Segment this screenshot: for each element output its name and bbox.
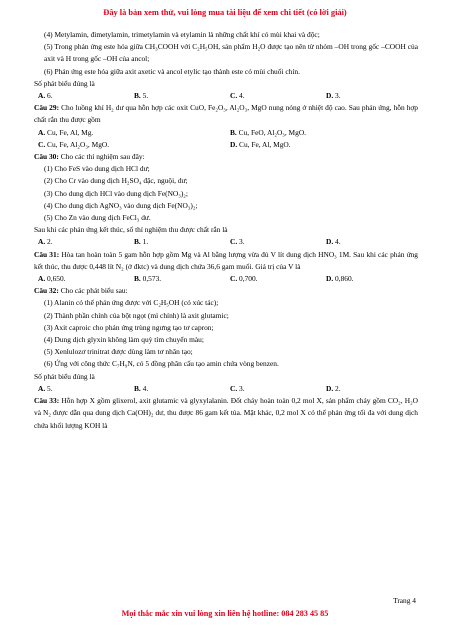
page-content xyxy=(34,29,418,432)
option-label: D. xyxy=(326,237,334,247)
option-label: D. xyxy=(230,139,238,149)
question-text: Hòa tan hoàn toàn 5 gam hỗn hợp gồm Mg và Al bằng lượng vừa đủ V lít dung dịch HNO₃ 1M. Sau khi các phản ứng kết thúc, thu được 0,448 lít N₂ (ở đktc) và dung dịch chứa 36,6 gam muối. Giá trị của V là xyxy=(34,249,418,271)
option-text: 3. xyxy=(335,91,341,101)
answer-option xyxy=(130,90,226,102)
question-text: Cho các thí nghiệm sau đây: xyxy=(60,152,145,162)
answer-option xyxy=(34,90,130,102)
statement-line: (4) Cho dung dịch AgNO₃ vào dung dịch Fe(NO₃)₂; xyxy=(44,200,198,210)
answer-option xyxy=(34,273,130,285)
question xyxy=(34,151,418,163)
option-label: B. xyxy=(134,274,141,284)
question xyxy=(34,249,418,273)
option-text: 0,700. xyxy=(239,274,258,284)
statement-line: (3) Axit caproic cho phản ứng trùng ngưng tạo tơ capron; xyxy=(44,322,214,332)
option-label: A. xyxy=(38,237,46,247)
question-text: Cho các phát biểu sau: xyxy=(60,286,128,296)
answer-option xyxy=(322,273,418,285)
answer-option xyxy=(34,139,226,151)
option-label: A. xyxy=(38,127,46,137)
question xyxy=(34,102,418,126)
option-label: B. xyxy=(134,91,141,101)
page-number: Trang 4 xyxy=(393,596,416,605)
answer-options xyxy=(34,127,418,139)
statement-line: (5) Xenlulozơ trinitrat được dùng làm tơ nhân tạo; xyxy=(44,347,193,357)
statement-line: (6) Phản ứng este hóa giữa axit axetic và ancol etylic tạo thành este có mùi chuối chín. xyxy=(44,66,300,76)
option-text: 0,650. xyxy=(47,274,66,284)
answer-option xyxy=(226,139,418,151)
text-line: Số phát biểu đúng là xyxy=(34,78,95,88)
answer-option xyxy=(130,383,226,395)
question-number: Câu 31: xyxy=(34,249,60,259)
statement-line: (1) Cho FeS vào dung dịch HCl dư; xyxy=(44,164,150,174)
answer-option xyxy=(226,236,322,248)
question xyxy=(34,395,418,432)
answer-option xyxy=(34,383,130,395)
answer-option xyxy=(226,90,322,102)
question-number: Câu 32: xyxy=(34,286,59,296)
option-text: 1. xyxy=(142,237,149,247)
preview-banner: Đây là bản xem thử, vui lòng mua tài liệu để xem chi tiết (có lời giải) xyxy=(103,8,347,17)
statement-line: (3) Cho dung dịch HCl vào dung dịch Fe(NO₃)₂; xyxy=(44,188,188,198)
option-text: 3. xyxy=(239,237,245,247)
option-label: D. xyxy=(326,91,334,101)
question-number: Câu 29: xyxy=(34,103,60,113)
question-number: Câu 30: xyxy=(34,152,59,162)
option-label: D. xyxy=(326,383,334,393)
answer-option xyxy=(34,236,130,248)
option-text: Cu, Fe, Al, MgO. xyxy=(239,139,291,149)
statement-line: (4) Metylamin, đimetylamin, trimetylamin và etylamin là những chất khí có mùi khai và độc; xyxy=(44,30,320,39)
text-line: Số phát biểu đúng là xyxy=(34,371,95,381)
option-label: B. xyxy=(230,127,237,137)
question-text: Hỗn hợp X gồm glixerol, axit glutamic và glyxylalanin. Đốt cháy hoàn toàn 0,2 mol X, sản phẩm cháy gồm CO₂, H₂O và N₂ được dẫn qua dung dịch Ca(OH)₂ dư, thu được 86 gam kết tủa. Mặt khác, 0,2 mol X có thể phản ứng tối đa với dung dịch chứa khối lượng KOH là xyxy=(34,396,418,430)
statement-line: (2) Cho Cr vào dung dịch H₂SO₄ đặc, nguội, dư; xyxy=(44,176,188,186)
option-label: A. xyxy=(38,274,46,284)
option-text: 5. xyxy=(142,91,149,101)
option-text: 4. xyxy=(142,383,149,393)
answer-option xyxy=(226,383,322,395)
answer-option xyxy=(34,127,226,139)
option-text: 0,860. xyxy=(335,274,354,284)
statement-line: (5) Cho Zn vào dung dịch FeCl₃ dư. xyxy=(44,213,151,223)
option-label: D. xyxy=(326,274,334,284)
question-number: Câu 33: xyxy=(34,396,60,406)
statement-line: (6) Ứng với công thức C₇H₉N, có 5 đồng phân cấu tạo amin chứa vòng benzen. xyxy=(44,359,279,369)
option-label: A. xyxy=(38,91,46,101)
answer-option xyxy=(226,127,418,139)
option-text: 0,573. xyxy=(142,274,162,284)
answer-options xyxy=(34,139,418,151)
question-text: Cho luồng khí H₂ dư qua hỗn hợp các oxit CuO, Fe₂O₃, Al₂O₃, MgO nung nóng ở nhiệt độ cao. Sau phản ứng, hỗn hợp chất rắn thu được gồm xyxy=(34,103,418,125)
option-label: B. xyxy=(134,237,141,247)
answer-options xyxy=(34,90,418,102)
answer-option xyxy=(322,383,418,395)
option-text: 6. xyxy=(47,91,53,101)
option-text: Cu, Fe, Al₂O₃, MgO. xyxy=(47,139,110,149)
statement-line: (2) Thành phần chính của bột ngọt (mì chính) là axit glutamic; xyxy=(44,310,229,320)
option-text: Cu, Fe, Al, Mg. xyxy=(47,127,94,137)
option-text: Cu, FeO, Al₂O₃, MgO. xyxy=(238,127,307,137)
option-label: B. xyxy=(134,383,141,393)
answer-option xyxy=(322,90,418,102)
answer-option xyxy=(226,273,322,285)
answer-options xyxy=(34,236,418,248)
hotline-footer: Mọi thắc mắc xin vui lòng xin liên hệ hotline: 084 283 45 85 xyxy=(121,609,329,618)
option-text: 4. xyxy=(239,91,245,101)
option-label: C. xyxy=(230,383,238,393)
answer-option xyxy=(130,273,226,285)
statement-line: (4) Dung dịch glyxin không làm quỳ tím chuyển màu; xyxy=(44,335,204,345)
option-text: 2. xyxy=(47,237,53,247)
statement-line: (1) Alanin có thể phản ứng được với C₂H₅OH (có xúc tác); xyxy=(44,298,219,308)
option-text: 4. xyxy=(335,237,341,247)
option-text: 2. xyxy=(335,383,341,393)
option-label: C. xyxy=(230,237,238,247)
text-line: Sau khi các phản ứng kết thúc, số thí nghiệm thu được chất rắn là xyxy=(34,225,228,235)
option-text: 5. xyxy=(47,383,53,393)
answer-option xyxy=(130,236,226,248)
answer-options xyxy=(34,273,418,285)
question xyxy=(34,285,418,297)
option-label: A. xyxy=(38,383,46,393)
statement-line: (5) Trong phản ứng este hóa giữa CH₃COOH với C₂H₅OH, sản phẩm H₂O được tạo nên từ nhóm –OH trong gốc –COOH của axit và H trong gốc –OH của ancol; xyxy=(44,42,418,64)
option-label: C. xyxy=(230,274,238,284)
option-label: C. xyxy=(38,139,46,149)
answer-options xyxy=(34,383,418,395)
option-text: 3. xyxy=(239,383,245,393)
option-label: C. xyxy=(230,91,238,101)
answer-option xyxy=(322,236,418,248)
